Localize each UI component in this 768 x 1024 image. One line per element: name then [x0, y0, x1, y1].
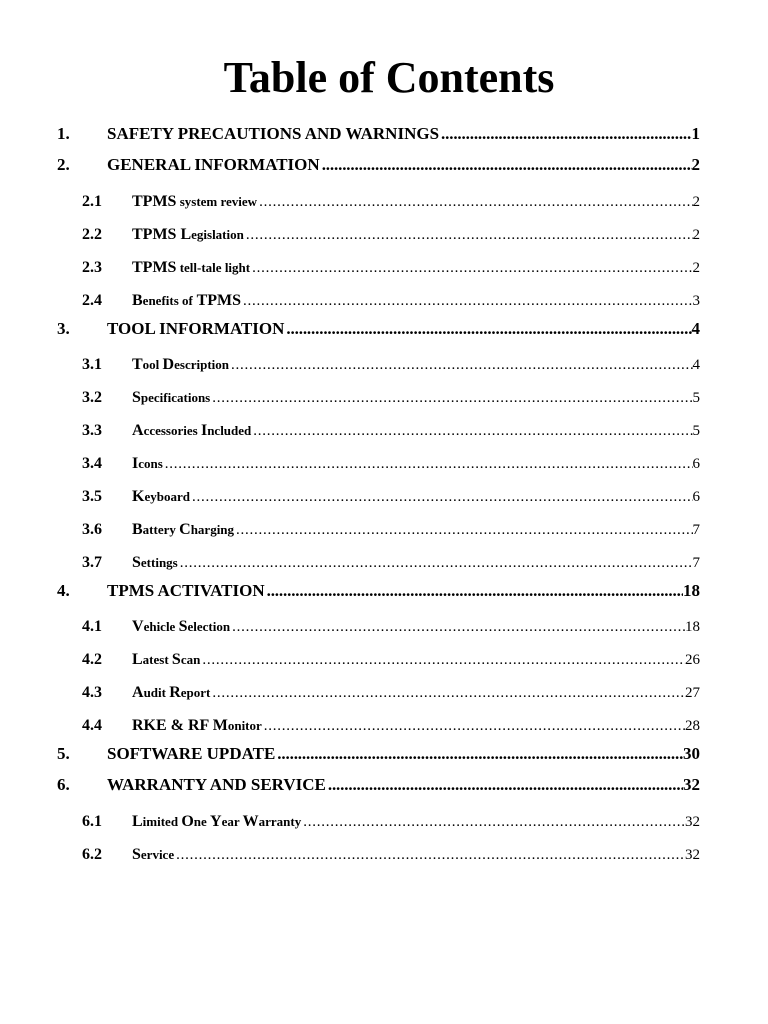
toc-entry-title-part: escription	[174, 357, 229, 372]
toc-entry-title-part: A	[132, 422, 144, 439]
toc-entry-title-part: system review	[176, 194, 258, 209]
toc-entry[interactable]	[0, 488, 700, 510]
toc-entry[interactable]	[0, 319, 700, 341]
toc-entry-title-part: imited	[142, 814, 182, 829]
toc-entry-number: 6.1	[82, 813, 102, 830]
toc-entry-title-part: onitor	[227, 718, 262, 733]
toc-leader-dots	[190, 489, 693, 506]
toc-entry[interactable]	[0, 618, 700, 640]
toc-entry[interactable]	[0, 581, 700, 603]
toc-entry-number: 3.6	[82, 521, 102, 538]
toc-entry-title-part: D	[162, 356, 175, 373]
toc-entry-title-part: egislation	[191, 227, 244, 242]
toc-entry-number: 1.	[57, 124, 70, 143]
toc-entry-number: 4.3	[82, 684, 102, 701]
toc-entry-page-number: 28	[685, 718, 700, 734]
toc-entry-title-part: S	[132, 554, 141, 571]
toc-entry-page-number: 4	[691, 319, 700, 338]
toc-entry-title-part: B	[132, 521, 143, 538]
toc-entry[interactable]	[0, 422, 700, 444]
toc-entry-title-part: ettings	[140, 555, 178, 570]
toc-entry[interactable]	[0, 554, 700, 576]
toc-entry-title-part: L	[132, 651, 143, 668]
toc-entry-title-part: W	[242, 813, 259, 830]
toc-entry-title-part: GENERAL INFORMATION	[107, 155, 320, 174]
toc-entry-page-number: 2	[692, 260, 700, 276]
toc-entry-title-part: S	[132, 389, 141, 406]
toc-entry[interactable]	[0, 389, 700, 411]
toc-entry-title[interactable]	[107, 775, 326, 795]
toc-entry-page-number: 32	[683, 775, 700, 794]
page-title: Table of Contents	[223, 53, 555, 102]
toc-leader-dots	[230, 619, 685, 636]
toc-entry-page-number: 7	[692, 522, 700, 538]
toc-entry-title-part: eport	[180, 685, 211, 700]
toc-leader-dots	[200, 652, 685, 669]
toc-entry-title-part: ool	[142, 357, 163, 372]
toc-entry-title[interactable]	[132, 813, 301, 831]
toc-leader-dots	[262, 718, 685, 735]
toc-entry-number: 6.2	[82, 846, 102, 863]
toc-entry-number: 6.	[57, 775, 70, 794]
toc-entry[interactable]	[0, 292, 700, 314]
toc-entry-title-part: C	[179, 521, 191, 538]
toc-entry-title[interactable]	[132, 292, 241, 310]
toc-entry-page-number: 3	[692, 293, 700, 309]
toc-entry-title-part: arranty	[258, 814, 302, 829]
toc-entry-title-part: eyboard	[144, 489, 190, 504]
toc-entry-number: 3.2	[82, 389, 102, 406]
toc-entry-page-number: 5	[692, 423, 700, 439]
toc-entry-number: 3.	[57, 319, 70, 338]
toc-entry-title-part: ncluded	[207, 423, 252, 438]
toc-entry-number: 4.1	[82, 618, 102, 635]
toc-entry-title-part: TPMS	[192, 292, 242, 309]
toc-entry-title[interactable]	[132, 193, 257, 211]
toc-entry-number: 2.1	[82, 193, 102, 210]
toc-leader-dots	[265, 581, 683, 601]
toc-entry-title[interactable]	[132, 389, 210, 407]
toc-entry-title-part: attery	[142, 522, 180, 537]
toc-entry-title-part: harging	[190, 522, 235, 537]
toc-entry-title[interactable]	[107, 581, 265, 601]
toc-leader-dots	[439, 124, 691, 144]
toc-entry[interactable]	[0, 124, 700, 146]
toc-entry-title-part: can	[180, 652, 201, 667]
toc-entry-number: 4.	[57, 581, 70, 600]
toc-entry-page-number: 2	[692, 227, 700, 243]
toc-entry-title-part: SAFETY PRECAUTIONS AND WARNINGS	[107, 124, 440, 143]
toc-entry[interactable]	[0, 717, 700, 739]
toc-entry-title-part: S	[132, 846, 141, 863]
toc-entry-title[interactable]	[107, 319, 284, 339]
toc-entry-number: 3.4	[82, 455, 102, 472]
toc-entry-title-part: V	[132, 618, 144, 635]
toc-entry-title[interactable]	[132, 259, 250, 277]
toc-entry-number: 2.3	[82, 259, 102, 276]
toc-entry[interactable]	[0, 846, 700, 868]
toc-entry-page-number: 2	[691, 155, 700, 174]
toc-entry-title-part: ervice	[140, 847, 175, 862]
toc-entry-number: 3.1	[82, 356, 102, 373]
toc-entry-title-part: enefits of	[142, 293, 193, 308]
toc-leader-dots	[174, 847, 685, 864]
toc-leader-dots	[257, 194, 692, 211]
toc-entry-title-part: cons	[138, 456, 163, 471]
toc-entry-page-number: 4	[692, 357, 700, 373]
toc-entry-title-part: SOFTWARE UPDATE	[107, 744, 276, 763]
toc-entry-title-part: S	[178, 618, 188, 635]
toc-entry-number: 2.2	[82, 226, 102, 243]
toc-entry-title-part: ne	[193, 814, 211, 829]
toc-leader-dots	[210, 685, 685, 702]
toc-entry-page-number: 32	[685, 847, 700, 863]
toc-leader-dots	[301, 814, 685, 831]
toc-entry-title[interactable]	[132, 717, 262, 735]
toc-entry[interactable]	[0, 521, 700, 543]
toc-entry-page-number: 18	[685, 619, 700, 635]
toc-entry-title-part: TPMS L	[132, 226, 192, 243]
toc-entry-number: 2.	[57, 155, 70, 174]
toc-entry[interactable]	[0, 775, 700, 797]
toc-entry-title[interactable]	[132, 488, 190, 506]
toc-leader-dots	[210, 390, 692, 407]
toc-entry-title-part: WARRANTY AND SERVICE	[107, 775, 326, 794]
toc-entry-page-number: 1	[691, 124, 700, 143]
toc-entry-title-part: B	[132, 292, 143, 309]
toc-entry-title-part: L	[132, 813, 143, 830]
toc-entry-title-part: tell-tale light	[176, 260, 251, 275]
toc-entry[interactable]	[0, 193, 700, 215]
toc-entry-title-part: ehicle	[143, 619, 179, 634]
toc-entry-title[interactable]	[132, 521, 234, 539]
toc-entry-title-part: O	[181, 813, 194, 830]
toc-entry-title-part: RKE & RF M	[132, 717, 228, 734]
toc-entry[interactable]	[0, 226, 700, 248]
toc-leader-dots	[178, 555, 693, 572]
toc-entry-title-part: udit	[143, 685, 170, 700]
toc-entry-title-part: S	[171, 651, 181, 668]
toc-entry[interactable]	[0, 259, 700, 281]
toc-entry-title-part: I	[200, 422, 208, 439]
toc-entry-number: 2.4	[82, 292, 102, 309]
toc-entry-title[interactable]	[132, 618, 230, 636]
toc-leader-dots	[234, 522, 692, 539]
toc-entry-title[interactable]	[107, 155, 320, 175]
toc-entry-title-part: K	[132, 488, 145, 505]
toc-leader-dots	[320, 155, 692, 175]
toc-entry-number: 3.7	[82, 554, 102, 571]
toc-entry-title-part: atest	[142, 652, 172, 667]
toc-entry-number: 4.2	[82, 651, 102, 668]
toc-entry-title[interactable]	[132, 455, 163, 473]
toc-leader-dots	[251, 423, 692, 440]
toc-entry-title-part: R	[169, 684, 181, 701]
toc-entry-page-number: 7	[692, 555, 700, 571]
toc-entry-title[interactable]	[132, 356, 229, 374]
toc-entry-page-number: 32	[685, 814, 700, 830]
toc-entry-title[interactable]	[132, 554, 178, 572]
toc-entry-number: 5.	[57, 744, 70, 763]
toc-entry-page-number: 27	[685, 685, 700, 701]
toc-entry[interactable]	[0, 684, 700, 706]
toc-leader-dots	[250, 260, 692, 277]
toc-leader-dots	[244, 227, 693, 244]
toc-entry[interactable]	[0, 744, 700, 766]
toc-leader-dots	[326, 775, 683, 795]
toc-entry-title[interactable]	[132, 226, 244, 244]
toc-entry[interactable]	[0, 155, 700, 177]
toc-leader-dots	[241, 293, 692, 310]
toc-leader-dots	[229, 357, 693, 374]
toc-entry-title-part: ear	[221, 814, 243, 829]
toc-leader-dots	[275, 744, 683, 764]
toc-entry-title-part: T	[132, 356, 143, 373]
toc-entry-title[interactable]	[132, 422, 251, 440]
toc-entry-title-part: election	[187, 619, 231, 634]
toc-entry-number: 3.5	[82, 488, 102, 505]
toc-entry-title-part: pecifications	[140, 390, 211, 405]
toc-entry-title[interactable]	[132, 651, 200, 669]
toc-entry-title-part: TPMS	[132, 193, 177, 210]
toc-entry-page-number: 30	[683, 744, 700, 763]
toc-entry-title-part: Y	[210, 813, 222, 830]
toc-entry-title-part: TPMS ACTIVATION	[107, 581, 265, 600]
toc-entry-title-part: ccessories	[143, 423, 201, 438]
toc-entry-page-number: 18	[683, 581, 700, 600]
toc-entry-title[interactable]	[107, 744, 275, 764]
toc-leader-dots	[284, 319, 691, 339]
toc-entry-title-part: A	[132, 684, 144, 701]
toc-entry-page-number: 6	[692, 489, 700, 505]
toc-leader-dots	[163, 456, 693, 473]
toc-entry-number: 4.4	[82, 717, 102, 734]
toc-entry[interactable]	[0, 356, 700, 378]
toc-entry-page-number: 26	[685, 652, 700, 668]
toc-entry-title-part: TOOL INFORMATION	[107, 319, 285, 338]
toc-entry-title-part: TPMS	[132, 259, 177, 276]
toc-entry-title[interactable]	[132, 846, 174, 864]
toc-entry-number: 3.3	[82, 422, 102, 439]
toc-entry-title[interactable]	[107, 124, 439, 144]
toc-entry-page-number: 2	[692, 194, 700, 210]
toc-entry-title-part: I	[132, 455, 139, 472]
toc-entry-page-number: 5	[692, 390, 700, 406]
toc-entry-title[interactable]	[132, 684, 210, 702]
toc-entry-page-number: 6	[692, 456, 700, 472]
toc-entry[interactable]	[0, 813, 700, 835]
toc-entry[interactable]	[0, 651, 700, 673]
toc-entry[interactable]	[0, 455, 700, 477]
